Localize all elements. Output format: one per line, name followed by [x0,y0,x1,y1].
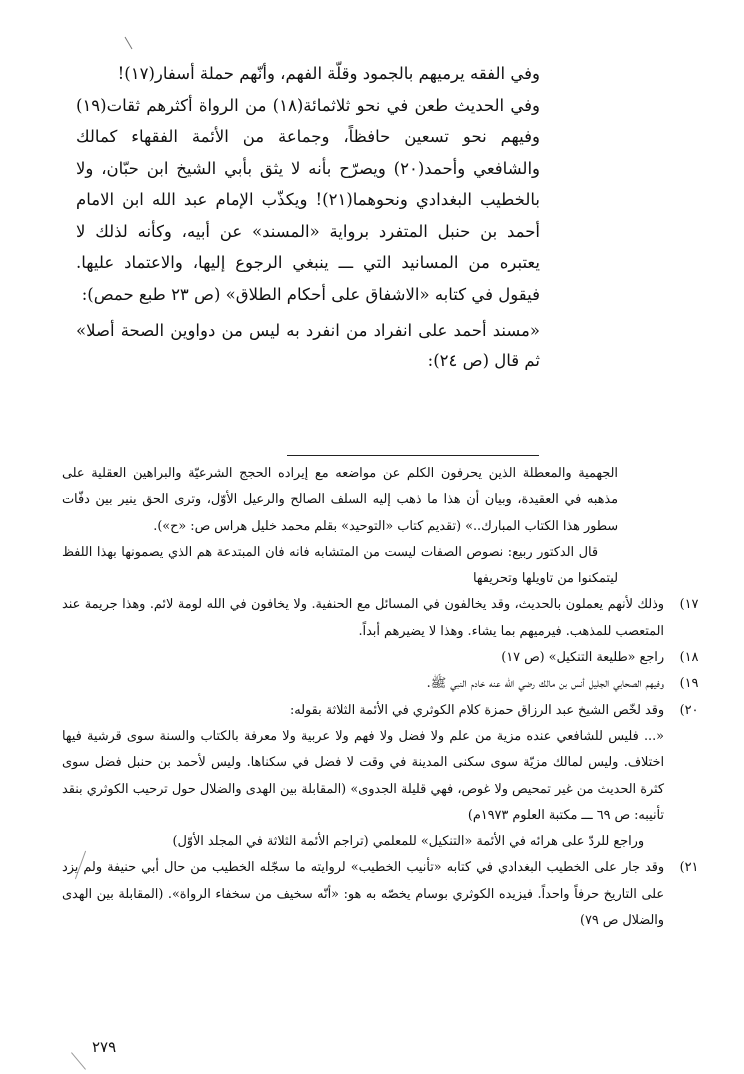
footnote-number: ١٩) [679,676,699,692]
footnote-number: ٢١) [679,860,699,876]
footnote-text: وفيهم الصحابي الجليل أنس بن مالك رضي الله عنه خادم النبي ﷺ. [426,676,664,692]
footnote-separator [287,455,539,456]
footnote-text: وذلك لأنهم يعملون بالحديث، وقد يخالفون في المسائل مع الحنفية. ولا يخافون في الله لومة لائم. وهذا جريمة عند المتعصب للمذهب. فيرميهم بما يشاء. وهذا لا يضيرهم أبداً. [62,597,664,639]
footnote-21 [62,855,724,934]
footnote-number: ٢٠) [679,702,699,718]
footnotes [62,461,724,934]
footnote-number: ١٧) [679,597,699,613]
scan-mark [71,1052,86,1069]
footnote-paragraph: الجهمية والمعطلة الذين يحرفون الكلم عن مواضعه مع إيراده الحجج الشرعيّة والبراهين العقلية على مذهبه في العقيدة، وبيان أن هذا ما ذهب إليه السلف الصالح والرعيل الأوّل، وترى الحق ينير بين دفّات سطور هذا الكتاب المبارك..» (تقديم كتاب «التوحيد» بقلم محمد خليل هراس ص: «ح»). [62,466,618,534]
footnote-paragraph: قال الدكتور ربيع: نصوص الصفات ليست من المتشابه فانه فان المبتدعة هم الذي يصمونها بهذا اللفظ ليتمكنوا من تاويلها وتحريفها [62,544,618,587]
footnote-text: وراجع للردّ على هرائه في الأئمة «التنكيل» للمعلمي (تراجم الأئمة الثلاثة في المجلد الأوّل) [172,834,644,850]
footnote-text: وقد لخّص الشيخ عبد الرزاق حمزة كلام الكوثري في الأئمة الثلاثة بقوله: [289,702,664,718]
footnote-19 [62,671,724,697]
footnote-text: «... فليس للشافعي عنده مزية من علم ولا فضل ولا فهم ولا عربية ولا معرفة بالكتاب والسنة سوى قرشية فيها اختلاف. وليس لمالك مزيّة سوى سكنى المدينة في وقت لا فضل في سكناها. وليس لأحمد بن حنبل فضل سوى كثرة الحديث من غير تمحيص ولا غوص، فهي قليلة الجدوى» (المقابلة بين الهدى والضلال حول ترحيب الكوثري بنقد تأنيبه: ص ٦٩ ـــ مكتبة العلوم ١٩٧٣م) [62,728,664,823]
main-paragraph: وفي الحديث طعن في نحو ثلاثمائة(١٨) من الرواة أكثرهم ثقات(١٩) وفيهم نحو تسعين حافظاً، وجماعة من الأئمة الفقهاء كمالك والشافعي وأحمد(٢٠) ويصرّح بأنه لا يثق بأبي الشيخ ابن حبّان، ولا بالخطيب البغدادي ونحوهما(٢١)! ويكذّب الإمام عبد الله ابن الامام أحمد بن حنبل المتفرد برواية «المسند» عن أبيه، وكأنه لذلك لا يعتبره من المسانيد التي ـــ ينبغي الرجوع إليها، والاعتماد عليها. فيقول في كتابه «الاشفاق على أحكام الطلاق» (ص ٢٣ طبع حمص): [76,95,540,304]
main-paragraph: «مسند أحمد على انفراد من انفرد به ليس من دواوين الصحة أصلا» ثم قال (ص ٢٤): [76,321,540,370]
footnote-text: وقد جار على الخطيب البغدادي في كتابه «تأنيب الخطيب» لروايته ما سجّله الخطيب من حال أبي حنيفة ولم يزد على التاريخ حرفاً واحداً. فيزيده الكوثري بوسام يخصّه به هو: «أنّه سخيف من سخفاء الرواة». (المقابلة بين الهدى والضلال ص ٧٩) [62,860,664,929]
footnote-continuation [62,461,618,592]
page-number: ٢٧٩ [92,1038,117,1056]
footnote-number: ١٨) [679,650,699,666]
footnote-18 [62,645,724,671]
main-paragraph: وفي الفقه يرميهم بالجمود وقلّة الفهم، وأنّهم حملة أسفار(١٧)! [117,64,540,83]
footnote-text: راجع «طليعة التنكيل» (ص ١٧) [501,650,664,666]
footnote-17 [62,592,724,645]
footnote-20 [62,698,724,856]
main-text [76,58,540,376]
scan-mark [125,37,133,50]
